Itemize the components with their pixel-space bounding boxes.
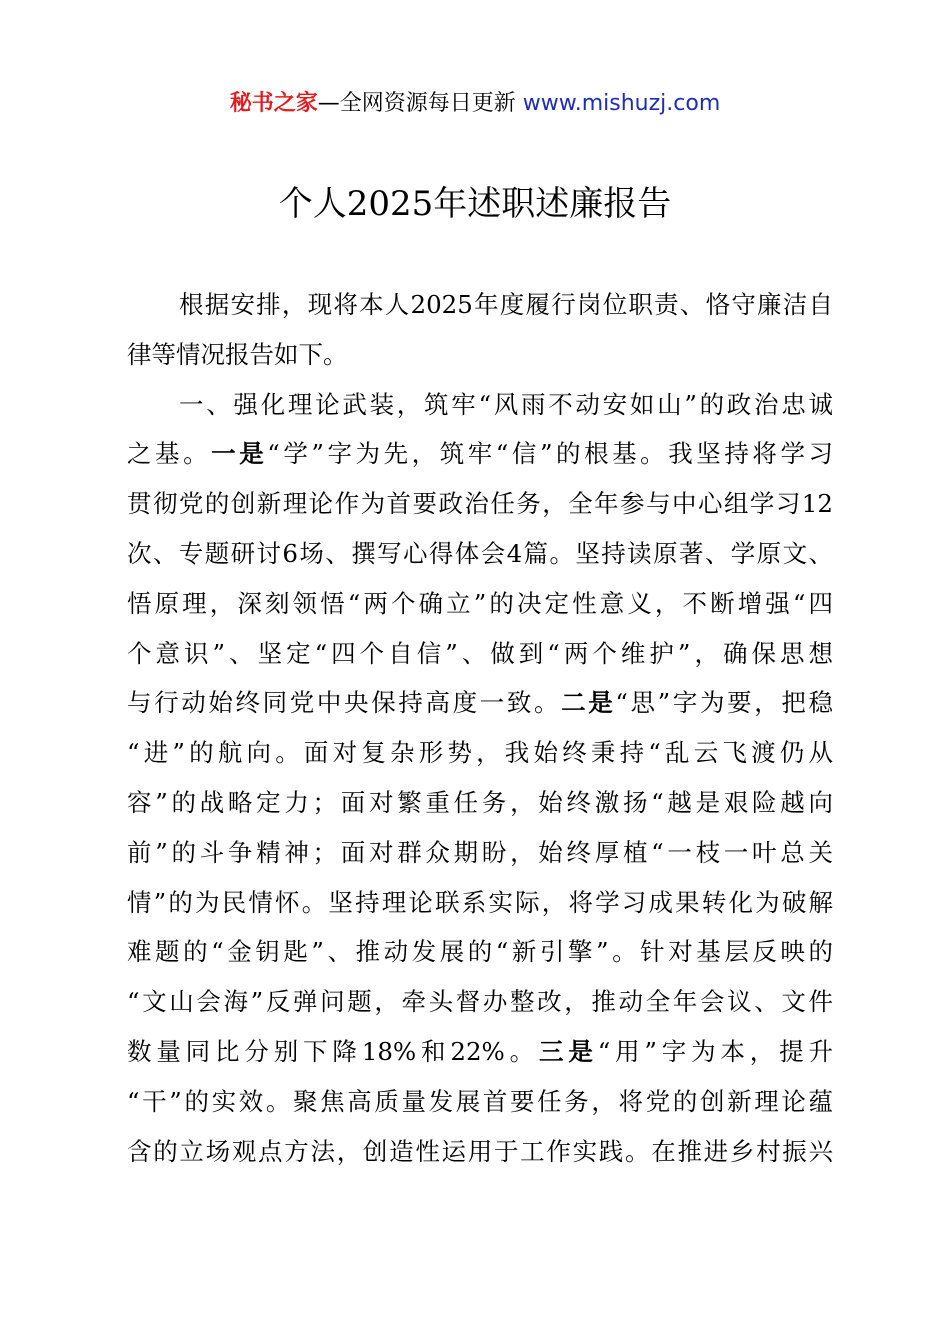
paragraph-line xyxy=(127,429,833,479)
paragraph-line: 贯彻党的创新理论作为首要政治任务，全年参与中心组学习12 xyxy=(127,489,833,519)
site-url-link[interactable]: www.mishuzj.com xyxy=(522,91,721,116)
text-run: 之基。 xyxy=(127,439,212,469)
site-header xyxy=(0,88,950,120)
document-body xyxy=(127,280,833,1176)
paragraph-line: 悟原理，深刻领悟“两个确立”的决定性意义，不断增强“四 xyxy=(127,588,833,618)
bold-marker: 一是 xyxy=(211,439,268,469)
paragraph-line: 容”的战略定力；面对繁重任务，始终激扬“越是艰险越向 xyxy=(127,787,833,817)
document-title: 个人2025年述职述廉报告 xyxy=(278,184,672,224)
paragraph-line: 难题的“金钥匙”、推动发展的“新引擎”。针对基层反映的 xyxy=(127,937,833,967)
paragraph-line: 个意识”、坚定“四个自信”、做到“两个维护”，确保思想 xyxy=(127,638,833,668)
paragraph-line xyxy=(127,1027,833,1077)
text-run: 数量同比分别下降18%和22%。 xyxy=(127,1036,540,1066)
paragraph-line: 次、专题研讨6场、撰写心得体会4篇。坚持读原著、学原文、 xyxy=(127,538,833,568)
site-name: 秘书之家 xyxy=(229,91,318,116)
paragraph-line: 前”的斗争精神；面对群众期盼，始终厚植“一枝一叶总关 xyxy=(127,837,833,867)
section-heading-line: 一、强化理论武装，筑牢“风雨不动安如山”的政治忠诚 xyxy=(179,389,833,419)
paragraph-line: 律等情况报告如下。 xyxy=(127,339,348,369)
text-run: 与行动始终同党中央保持高度一致。 xyxy=(127,688,562,718)
paragraph-line: 含的立场观点方法，创造性运用于工作实践。在推进乡村振兴 xyxy=(127,1136,833,1166)
paragraph-line: “进”的航向。面对复杂形势，我始终秉持“乱云飞渡仍从 xyxy=(127,738,833,768)
paragraph-line: “文山会海”反弹问题，牵头督办整改，推动全年会议、文件 xyxy=(127,987,833,1017)
paragraph-line: 情”的为民情怀。坚持理论联系实际，将学习成果转化为破解 xyxy=(127,887,833,917)
site-slogan: —全网资源每日更新 xyxy=(317,91,523,116)
paragraph-line xyxy=(127,678,833,728)
text-run: “用”字为本，提升 xyxy=(597,1036,833,1066)
paragraph-line: 根据安排，现将本人2025年度履行岗位职责、恪守廉洁自 xyxy=(179,290,833,319)
text-run: “思”字为要，把稳 xyxy=(615,688,833,718)
bold-marker: 三是 xyxy=(539,1036,598,1066)
paragraph-line: “干”的实效。聚焦高质量发展首要任务，将党的创新理论蕴 xyxy=(127,1086,833,1116)
bold-marker: 二是 xyxy=(561,688,616,718)
text-run: “学”字为先，筑牢“信”的根基。我坚持将学习 xyxy=(267,439,834,469)
